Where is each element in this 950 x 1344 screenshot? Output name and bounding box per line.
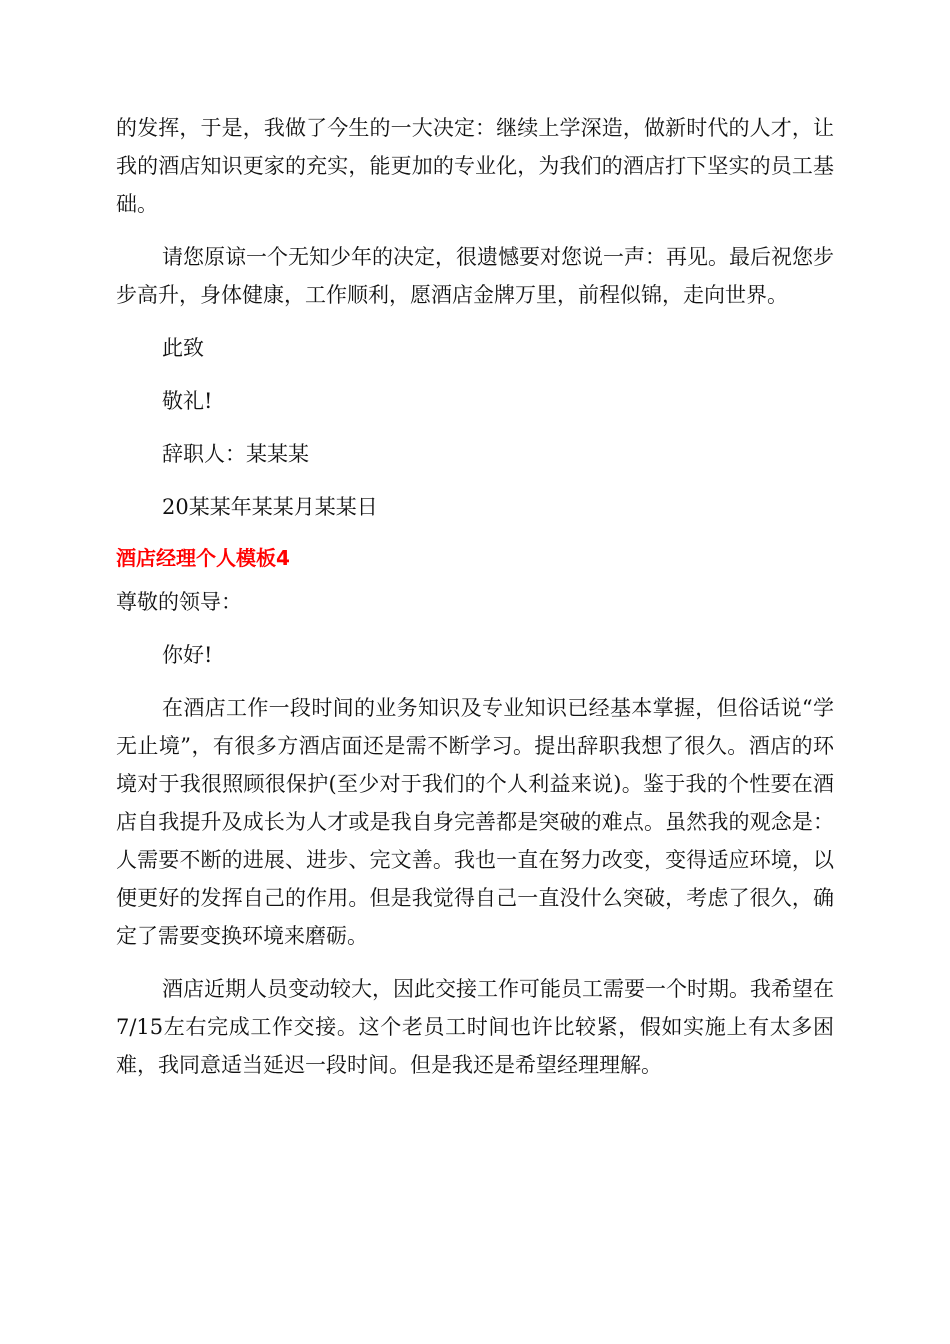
paragraph-reason: 在酒店工作一段时间的业务知识及专业知识已经基本掌握，但俗话说“学无止境”，有很多方酒店面还是需不断学习。提出辞职我想了很久。酒店的环境对于我很照顾很保护(至少对于我们的个人利益来说)。鉴于我的个性要在酒店自我提升及成长为人才或是我自身完善都是突破的难点。虽然我的观念是：人需要不断的进展、进步、完文善。我也一直在努力改变，变得适应环境，以便更好的发挥自己的作用。但是我觉得自己一直没什么突破，考虑了很久，确定了需要变换环境来磨砺。 (116, 696, 834, 948)
salutation: 尊敬的领导： (116, 590, 242, 614)
closing-line-1: 此致 (162, 336, 204, 360)
signature-line: 辞职人：某某某 (162, 442, 309, 466)
section-heading: 酒店经理个人模板4 (116, 546, 290, 570)
document-page (116, 109, 834, 1099)
paragraph-handover: 酒店近期人员变动较大，因此交接工作可能员工需要一个时期。我希望在7/15左右完成工作交接。这个老员工时间也许比较紧，假如实施上有太多困难，我同意适当延迟一段时间。但是我还是希望经理理解。 (116, 977, 834, 1077)
paragraph-continuation: 的发挥，于是，我做了今生的一大决定：继续上学深造，做新时代的人才，让我的酒店知识更家的充实，能更加的专业化，为我们的酒店打下坚实的员工基础。 (116, 116, 834, 216)
closing-line-2: 敬礼! (162, 389, 213, 413)
greeting: 你好! (162, 643, 213, 667)
date-line: 20某某年某某月某某日 (162, 495, 378, 519)
paragraph-farewell: 请您原谅一个无知少年的决定，很遗憾要对您说一声：再见。最后祝您步步高升，身体健康，工作顺利，愿酒店金牌万里，前程似锦，走向世界。 (116, 245, 834, 307)
